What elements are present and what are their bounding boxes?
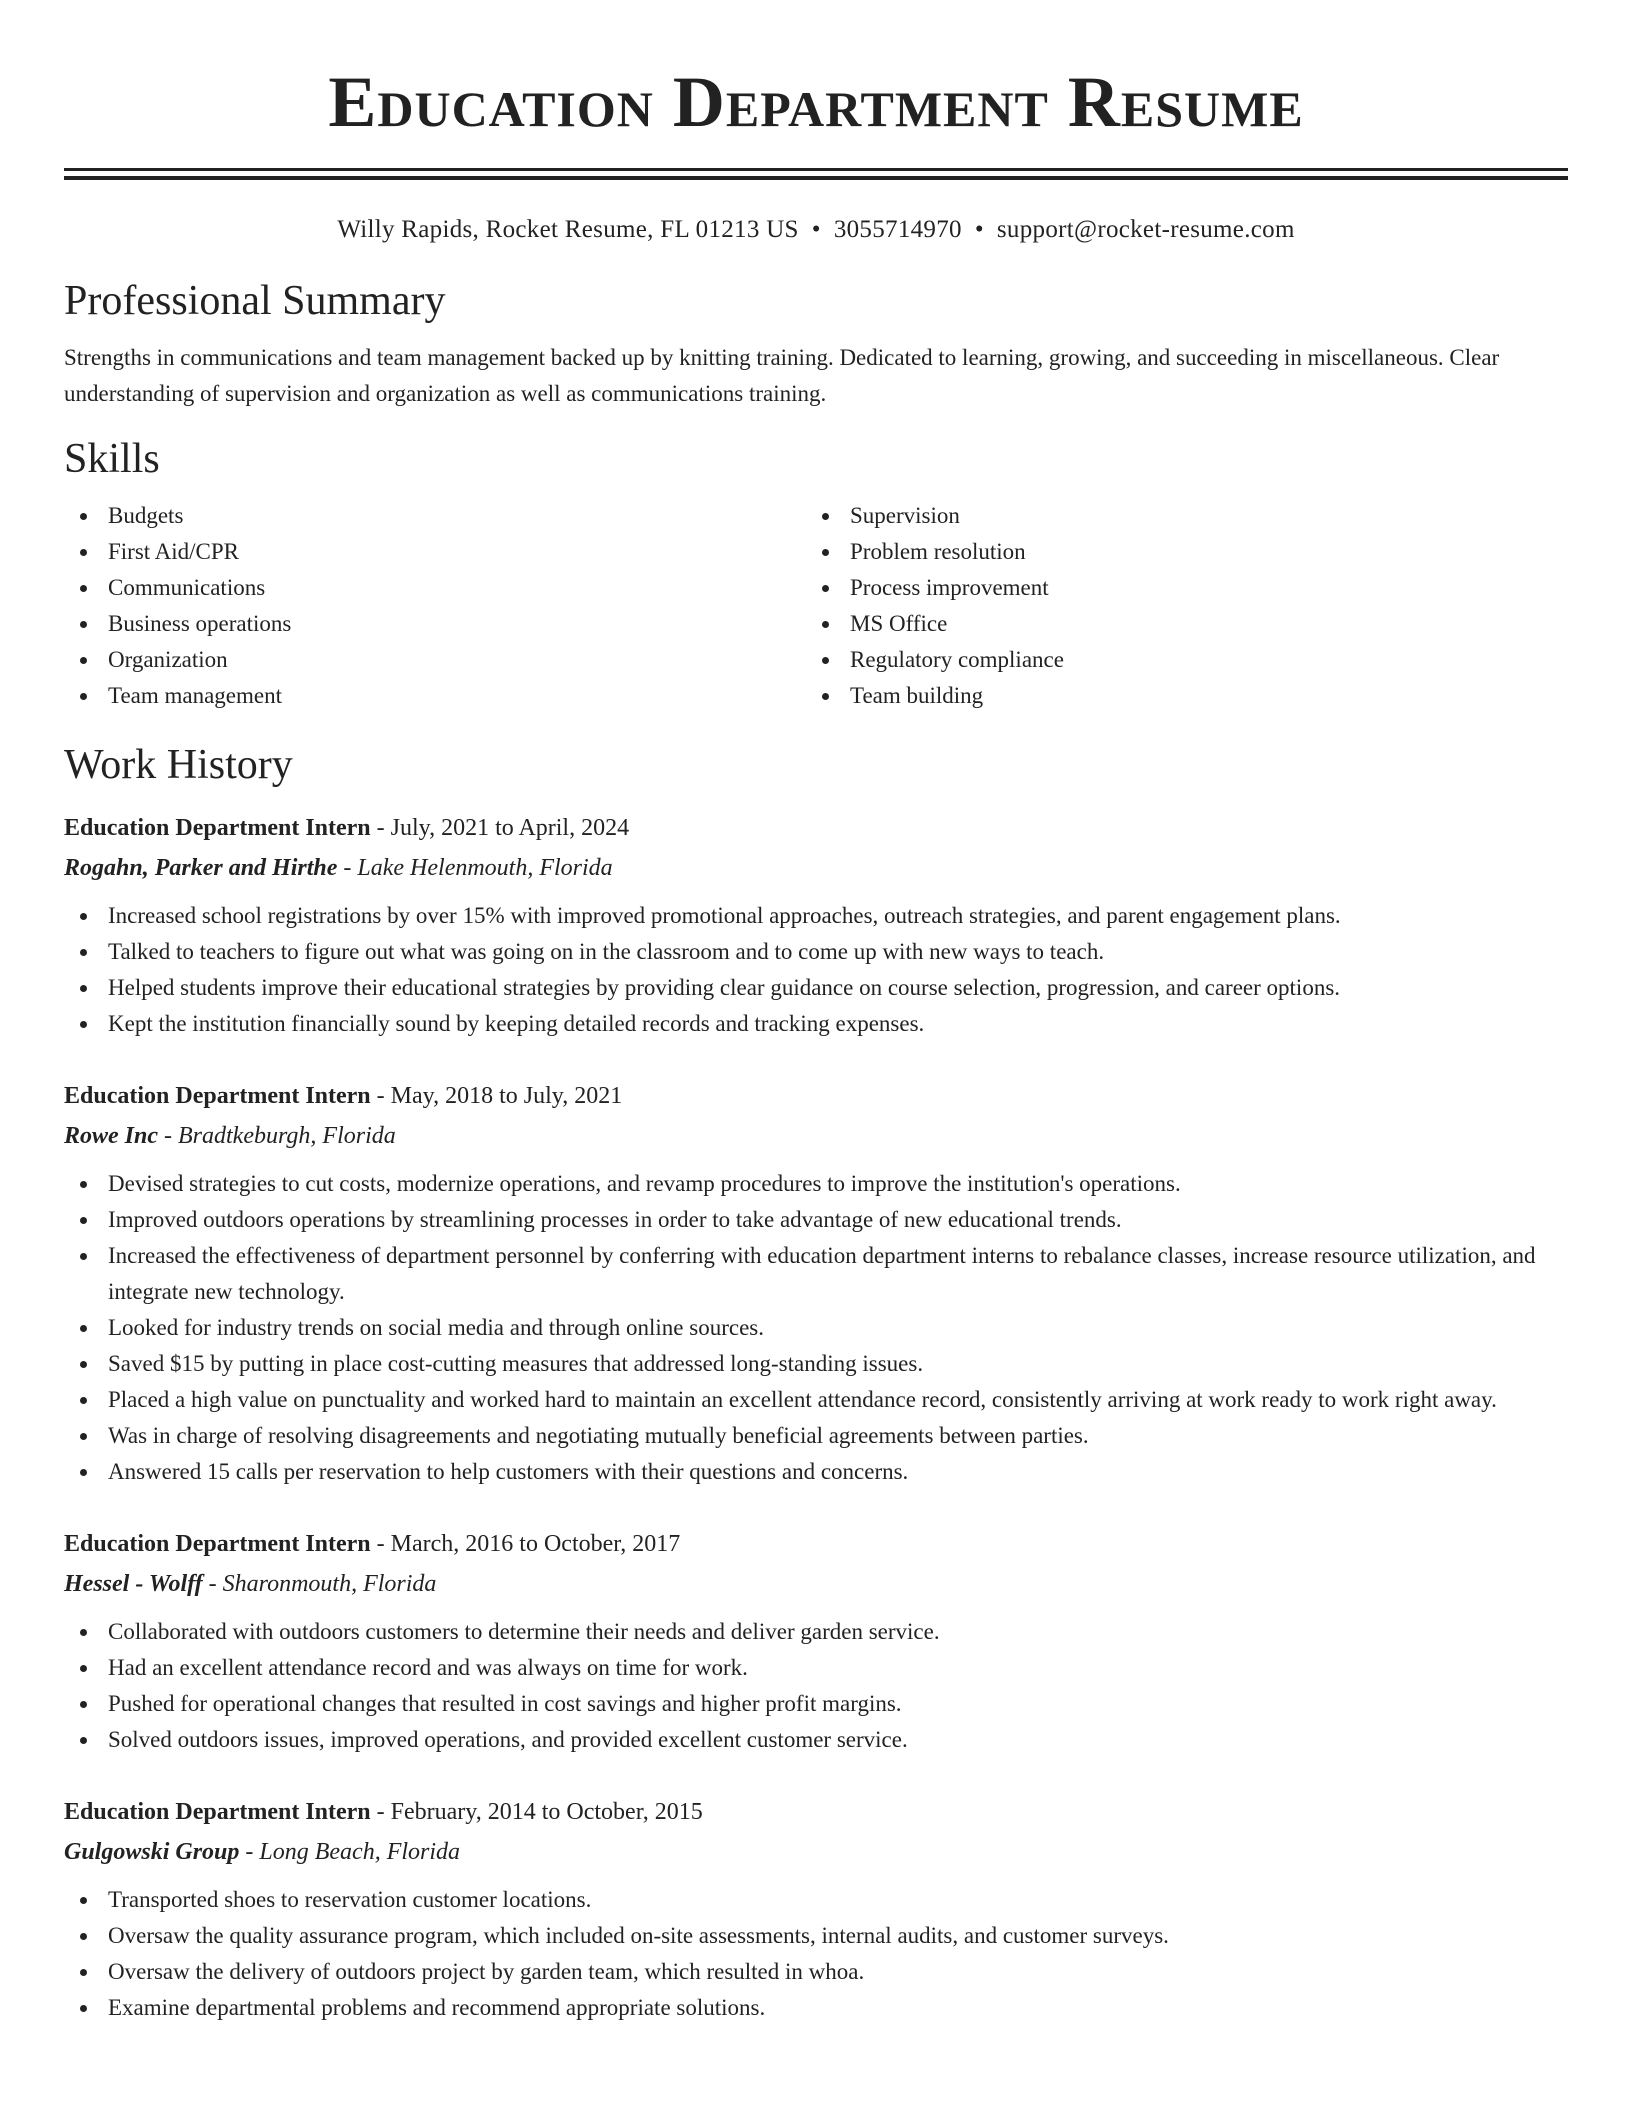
- skill-item: MS Office: [806, 606, 1548, 642]
- job-company: Hessel - Wolff: [64, 1571, 203, 1597]
- job-role: Education Department Intern: [64, 1799, 371, 1825]
- job-entry: [64, 1792, 1568, 2026]
- skill-item: Team building: [806, 678, 1548, 714]
- job-header: [64, 1524, 1568, 1564]
- job-bullet: Helped students improve their educational strategies by providing clear guidance on course selection, progression, and career options.: [64, 970, 1568, 1006]
- skill-item: Problem resolution: [806, 534, 1548, 570]
- skill-item: Team management: [64, 678, 806, 714]
- skill-item: Process improvement: [806, 570, 1548, 606]
- job-bullet: Improved outdoors operations by streamlining processes in order to take advantage of new educational trends.: [64, 1202, 1568, 1238]
- job-role: Education Department Intern: [64, 1083, 371, 1109]
- skill-item: Budgets: [64, 498, 806, 534]
- job-bullet: Talked to teachers to figure out what was going on in the classroom and to come up with new ways to teach.: [64, 934, 1568, 970]
- skill-item: Supervision: [806, 498, 1548, 534]
- skill-item: Regulatory compliance: [806, 642, 1548, 678]
- job-dates: - July, 2021 to April, 2024: [370, 815, 630, 841]
- skills-column-right: [806, 498, 1548, 714]
- job-bullet: Looked for industry trends on social media and through online sources.: [64, 1310, 1568, 1346]
- job-bullet: Answered 15 calls per reservation to help customers with their questions and concerns.: [64, 1454, 1568, 1490]
- job-bullet: Increased school registrations by over 15% with improved promotional approaches, outreach strategies, and parent engagement plans.: [64, 898, 1568, 934]
- job-bullet: Solved outdoors issues, improved operations, and provided excellent customer service.: [64, 1722, 1568, 1758]
- title-divider: [64, 168, 1568, 180]
- job-bullet: Was in charge of resolving disagreements and negotiating mutually beneficial agreements between parties.: [64, 1418, 1568, 1454]
- skill-item: Organization: [64, 642, 806, 678]
- contact-separator: •: [974, 216, 984, 243]
- job-entry: [64, 1076, 1568, 1490]
- job-location: - Long Beach, Florida: [239, 1839, 461, 1865]
- resume-title: Education Department Resume: [328, 62, 1304, 142]
- job-company-line: [64, 1116, 1568, 1156]
- skills-column-left: [64, 498, 806, 714]
- job-company: Gulgowski Group: [64, 1839, 240, 1865]
- job-bullet: Had an excellent attendance record and was always on time for work.: [64, 1650, 1568, 1686]
- contact-email: support@rocket-resume.com: [996, 216, 1295, 243]
- job-bullet: Devised strategies to cut costs, modernize operations, and revamp procedures to improve the institution's operations.: [64, 1166, 1568, 1202]
- job-header: [64, 1792, 1568, 1832]
- job-location: - Sharonmouth, Florida: [202, 1571, 437, 1597]
- contact-separator: •: [811, 216, 821, 243]
- job-company-line: [64, 1564, 1568, 1604]
- work-history-heading: Work History: [64, 742, 293, 788]
- resume-page: [64, 0, 1568, 2026]
- job-bullet: Placed a high value on punctuality and worked hard to maintain an excellent attendance record, consistently arriving at work ready to work right away.: [64, 1382, 1568, 1418]
- job-role: Education Department Intern: [64, 815, 371, 841]
- job-bullet: Kept the institution financially sound by keeping detailed records and tracking expenses.: [64, 1006, 1568, 1042]
- job-dates: - March, 2016 to October, 2017: [370, 1531, 681, 1557]
- job-company: Rogahn, Parker and Hirthe: [64, 855, 338, 881]
- job-company-line: [64, 848, 1568, 888]
- job-location: - Lake Helenmouth, Florida: [337, 855, 613, 881]
- job-dates: - May, 2018 to July, 2021: [370, 1083, 623, 1109]
- skill-item: Business operations: [64, 606, 806, 642]
- job-company: Rowe Inc: [64, 1123, 159, 1149]
- job-company-line: [64, 1832, 1568, 1872]
- skills-list: [64, 498, 1568, 714]
- job-bullet: Increased the effectiveness of department personnel by conferring with education department interns to rebalance classes, increase resource utilization, and integrate new technology.: [64, 1238, 1568, 1310]
- job-header: [64, 808, 1568, 848]
- skills-heading: Skills: [64, 436, 160, 482]
- job-bullets: [64, 1882, 1568, 2026]
- job-bullets: [64, 898, 1568, 1042]
- job-bullets: [64, 1614, 1568, 1758]
- job-bullet: Collaborated with outdoors customers to determine their needs and deliver garden service.: [64, 1614, 1568, 1650]
- job-header: [64, 1076, 1568, 1116]
- contact-phone: 3055714970: [833, 216, 962, 243]
- contact-address: Willy Rapids, Rocket Resume, FL 01213 US: [337, 216, 799, 243]
- job-bullet: Transported shoes to reservation customer locations.: [64, 1882, 1568, 1918]
- job-bullet: Pushed for operational changes that resulted in cost savings and higher profit margins.: [64, 1686, 1568, 1722]
- summary-text: Strengths in communications and team management backed up by knitting training. Dedicated to learning, growing, and succeeding in miscellaneous. Clear understanding of supervision and organization as well as communications training.: [64, 345, 1500, 406]
- job-bullet: Oversaw the delivery of outdoors project by garden team, which resulted in whoa.: [64, 1954, 1568, 1990]
- job-dates: - February, 2014 to October, 2015: [370, 1799, 703, 1825]
- job-bullet: Saved $15 by putting in place cost-cutting measures that addressed long-standing issues.: [64, 1346, 1568, 1382]
- job-bullets: [64, 1166, 1568, 1490]
- job-role: Education Department Intern: [64, 1531, 371, 1557]
- job-bullet: Oversaw the quality assurance program, which included on-site assessments, internal audits, and customer surveys.: [64, 1918, 1568, 1954]
- job-bullet: Examine departmental problems and recommend appropriate solutions.: [64, 1990, 1568, 2026]
- summary-heading: Professional Summary: [64, 278, 446, 324]
- job-location: - Bradtkeburgh, Florida: [158, 1123, 396, 1149]
- skill-item: First Aid/CPR: [64, 534, 806, 570]
- job-entry: [64, 1524, 1568, 1758]
- job-entry: [64, 808, 1568, 1042]
- skill-item: Communications: [64, 570, 806, 606]
- contact-line: [64, 214, 1568, 246]
